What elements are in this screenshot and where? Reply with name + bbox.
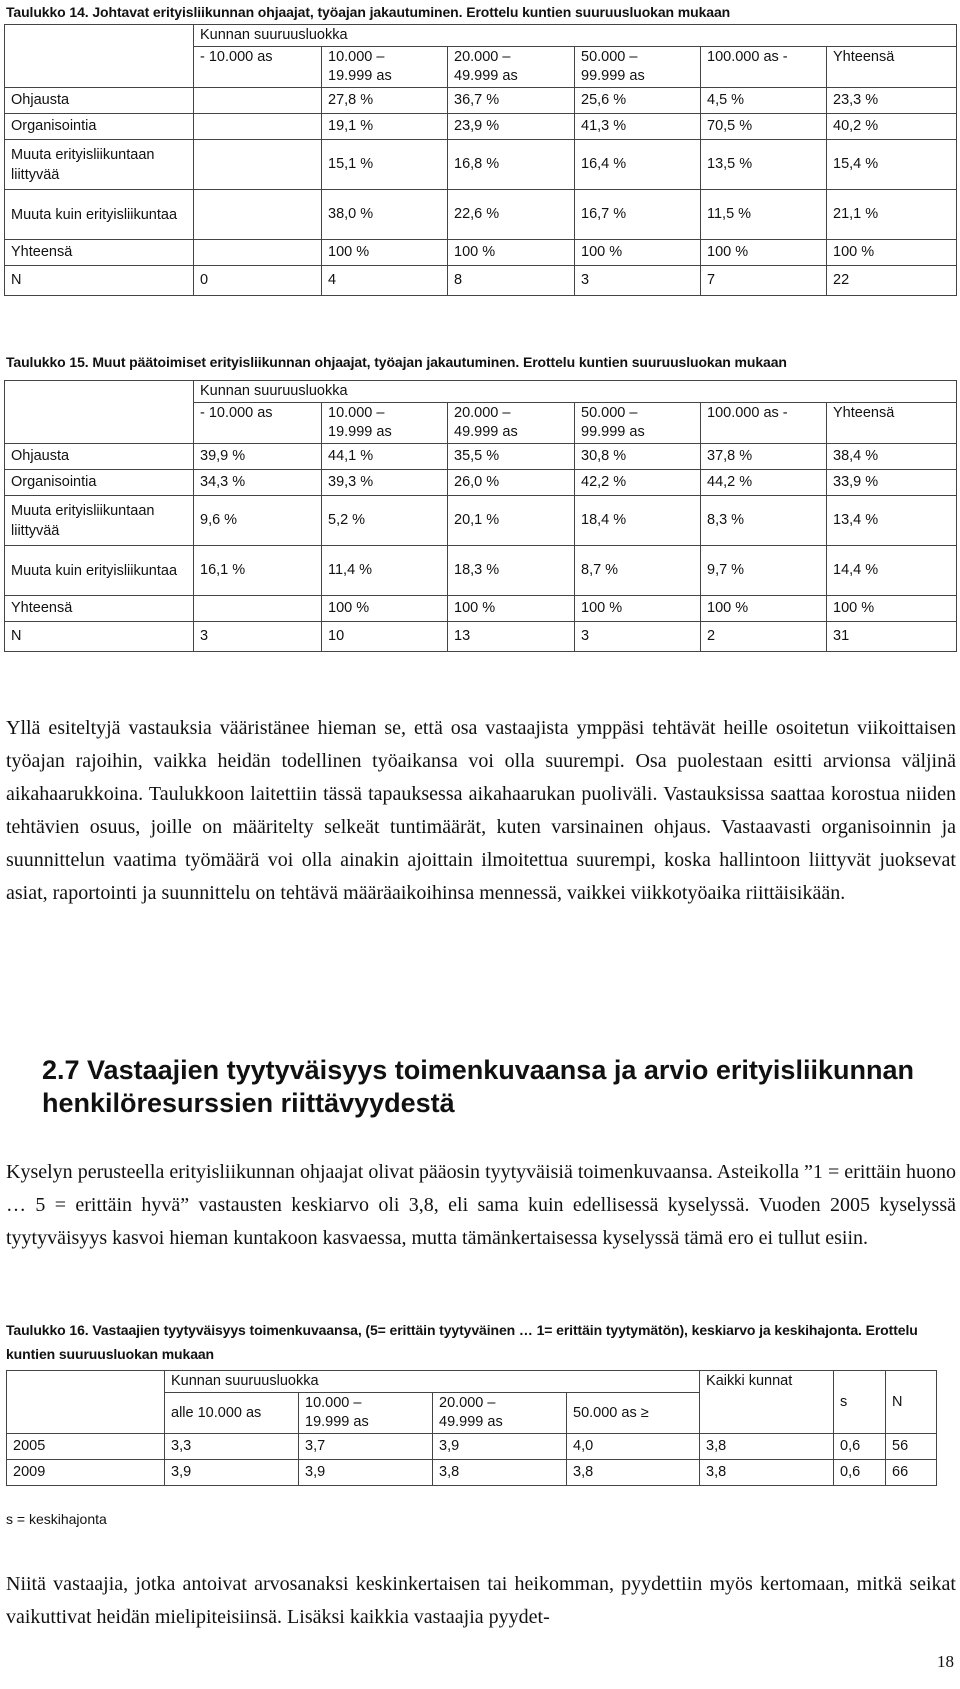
group-header: Kunnan suuruusluokka (194, 25, 957, 47)
table-row: 2005 3,3 3,7 3,9 4,0 3,8 0,6 56 (7, 1434, 937, 1460)
row-label: Ohjausta (5, 444, 194, 470)
column-header: 50.000 as ≥ (567, 1393, 700, 1434)
table-row: Organisointia 34,3 % 39,3 % 26,0 % 42,2 % 44,2 % 33,9 % (5, 470, 957, 496)
table-14-caption: Taulukko 14. Johtavat erityisliikunnan ohjaajat, työajan jakautuminen. Erottelu kuntien suuruusluokan mukaan (6, 4, 731, 20)
column-header: 10.000 – 19.999 as (322, 47, 448, 88)
table-14 (4, 24, 957, 296)
row-label: Yhteensä (5, 240, 194, 266)
column-header: 20.000 – 49.999 as (448, 47, 575, 88)
group-header: Kunnan suuruusluokka (194, 381, 957, 403)
table-row: N 0 4 8 3 7 22 (5, 266, 957, 296)
row-label: Ohjausta (5, 88, 194, 114)
row-label: Organisointia (5, 470, 194, 496)
table-row: Organisointia 19,1 % 23,9 % 41,3 % 70,5 % 40,2 % (5, 114, 957, 140)
row-label: 2005 (7, 1434, 165, 1460)
table-row: Yhteensä 100 % 100 % 100 % 100 % 100 % (5, 596, 957, 622)
table-15-caption: Taulukko 15. Muut päätoimiset erityisliikunnan ohjaajat, työajan jakautuminen. Erottelu kuntien suuruusluokan mukaan (6, 354, 787, 370)
column-header: 20.000 – 49.999 as (448, 403, 575, 444)
row-label: N (5, 266, 194, 296)
table-row: Ohjausta 27,8 % 36,7 % 25,6 % 4,5 % 23,3 % (5, 88, 957, 114)
row-label: Organisointia (5, 114, 194, 140)
row-label: Muuta erityisliikuntaan liittyvää (5, 496, 194, 546)
table-header-row (5, 25, 957, 47)
table-header-row (5, 381, 957, 403)
body-paragraph: Yllä esiteltyjä vastauksia vääristänee hieman se, että osa vastaajista ymppäsi tehtävät heille osoitetun viikoittaisen työajan rajoihin, vaikka heidän todellinen työaikansa voi olla suurempi. Osa puolestaan esitti arvionsa väljinä aikahaarukkoina. Taulukkoon laitettiin tässä tapauksessa aikahaarukan puoliväli. Vastauksissa saattaa korostua niiden tehtävien osuus, joille on määritelty selkeät tuntimäärät, kuten varsinainen ohjaus. Vastaavasti organisoinnin ja suunnittelun vaatima työmäärä voi olla ainakin ajoittain ilmoitettua suurempi, koska hallintoon liittyvät juoksevat asiat, raportointi ja suunnittelu on tehtävä määräaikoihinsa mennessä, vaikkei viikkotyöaika riittäisikään. (6, 717, 956, 904)
column-header: 100.000 as - (701, 403, 827, 444)
column-header: s (834, 1371, 886, 1434)
table-row: 2009 3,9 3,9 3,8 3,8 3,8 0,6 66 (7, 1460, 937, 1486)
table-row: Ohjausta 39,9 % 44,1 % 35,5 % 30,8 % 37,8 % 38,4 % (5, 444, 957, 470)
table-16-caption: Taulukko 16. Vastaajien tyytyväisyys toimenkuvaansa, (5= erittäin tyytyväinen … 1= erittäin tyytymätön), keskiarvo ja keskihajonta. Erottelu kuntien suuruusluokan mukaan (6, 1322, 918, 1362)
column-header: Kaikki kunnat (700, 1371, 834, 1434)
table-16-footnote: s = keskihajonta (6, 1511, 107, 1527)
column-header: - 10.000 as (194, 403, 322, 444)
column-header: 50.000 – 99.999 as (575, 47, 701, 88)
row-label: Muuta kuin erityisliikuntaa (5, 190, 194, 240)
column-header: 10.000 – 19.999 as (322, 403, 448, 444)
group-header: Kunnan suuruusluokka (165, 1371, 700, 1393)
table-row: Yhteensä 100 % 100 % 100 % 100 % 100 % (5, 240, 957, 266)
table-16 (6, 1370, 937, 1486)
body-paragraph: Niitä vastaajia, jotka antoivat arvosanaksi keskinkertaisen tai heikomman, pyydettiin myös kertomaan, mitkä seikat vaikuttivat heidän mielipiteisiinsä. Lisäksi kaikkia vastaajia pyydet- (6, 1573, 956, 1628)
table-15 (4, 380, 957, 652)
column-header: N (886, 1371, 937, 1434)
column-header: Yhteensä (827, 403, 957, 444)
row-label: Yhteensä (5, 596, 194, 622)
row-label: 2009 (7, 1460, 165, 1486)
row-label: N (5, 622, 194, 652)
column-header: - 10.000 as (194, 47, 322, 88)
table-row: Muuta kuin erityisliikuntaa 16,1 % 11,4 % 18,3 % 8,7 % 9,7 % 14,4 % (5, 546, 957, 596)
section-heading: 2.7 Vastaajien tyytyväisyys toimenkuvaansa ja arvio erityisliikunnan henkilöresurssien riittävyydestä (42, 1055, 914, 1118)
table-row: Muuta kuin erityisliikuntaa 38,0 % 22,6 % 16,7 % 11,5 % 21,1 % (5, 190, 957, 240)
body-paragraph: Kyselyn perusteella erityisliikunnan ohjaajat olivat pääosin tyytyväisiä toimenkuvaansa. Asteikolla ”1 = erittäin huono … 5 = erittäin hyvä” vastausten keskiarvo oli 3,8, eli sama kuin edellisessä kyselyssä. Vuoden 2005 kyselyssä tyytyväisyys kasvoi hieman kuntakoon kasvaessa, mutta tämänkertaisessa kyselyssä tämä ero ei tullut esiin. (6, 1161, 956, 1249)
page-number: 18 (937, 1652, 954, 1671)
column-header: 100.000 as - (701, 47, 827, 88)
column-header: Yhteensä (827, 47, 957, 88)
column-header: alle 10.000 as (165, 1393, 299, 1434)
table-row: N 3 10 13 3 2 31 (5, 622, 957, 652)
column-header: 20.000 – 49.999 as (433, 1393, 567, 1434)
column-header: 10.000 – 19.999 as (299, 1393, 433, 1434)
column-header: 50.000 – 99.999 as (575, 403, 701, 444)
table-row: Muuta erityisliikuntaan liittyvää 15,1 % 16,8 % 16,4 % 13,5 % 15,4 % (5, 140, 957, 190)
table-header-row (7, 1371, 937, 1393)
table-row: Muuta erityisliikuntaan liittyvää 9,6 % 5,2 % 20,1 % 18,4 % 8,3 % 13,4 % (5, 496, 957, 546)
row-label: Muuta kuin erityisliikuntaa (5, 546, 194, 596)
row-label: Muuta erityisliikuntaan liittyvää (5, 140, 194, 190)
